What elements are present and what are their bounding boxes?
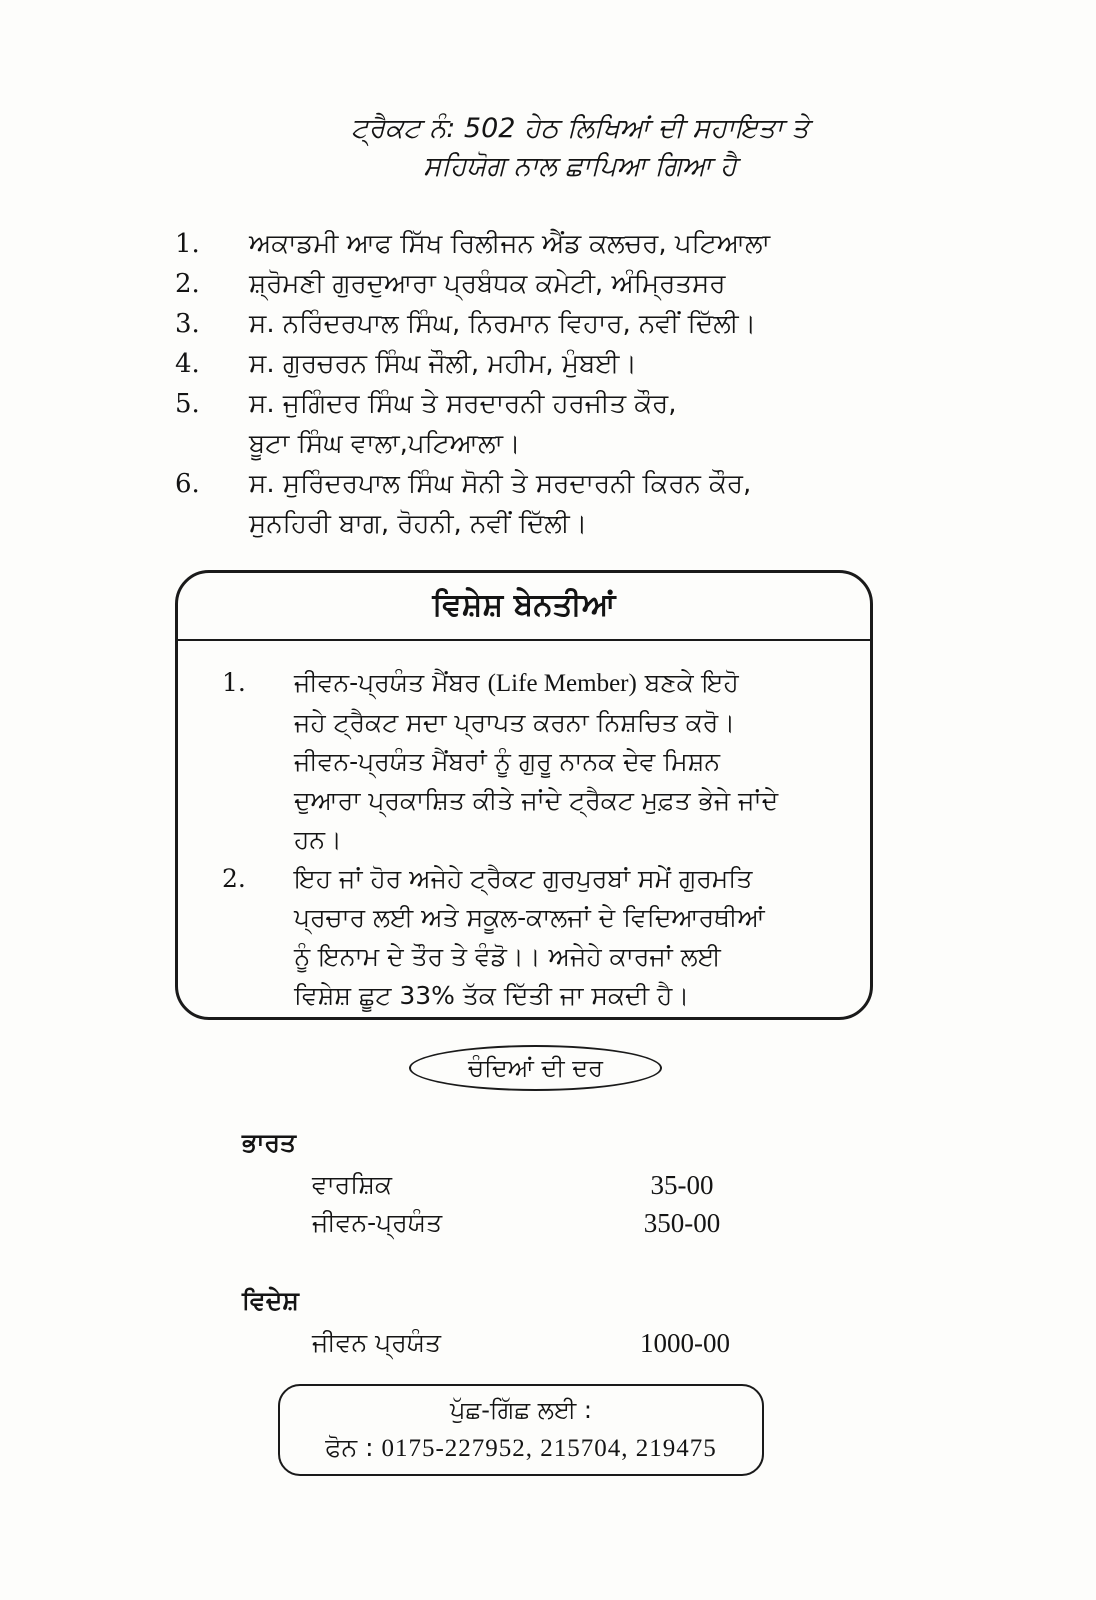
contact-box bbox=[278, 1384, 764, 1476]
rate-label: ਜੀਵਨ-ਪ੍ਰਯੰਤ bbox=[312, 1208, 443, 1237]
rate-label: ਵਾਰਸ਼ਿਕ bbox=[312, 1170, 393, 1199]
rate-value: 1000-00 bbox=[640, 1328, 730, 1358]
region-abroad-label: ਵਿਦੇਸ਼ bbox=[242, 1286, 299, 1315]
contact-title: ਪੁੱਛ-ਗਿੱਛ ਲਈ : bbox=[450, 1396, 592, 1424]
sponsor-number: 5. bbox=[175, 389, 200, 419]
sponsor-item bbox=[175, 224, 895, 264]
region-india-label: ਭਾਰਤ bbox=[242, 1128, 296, 1157]
header-line-1: ਟ੍ਰੈਕਟ ਨੰ: 502 ਹੇਠ ਲਿਖਿਆਂ ਦੀ ਸਹਾਇਤਾ ਤੇ bbox=[351, 113, 809, 144]
rate-value: 350-00 bbox=[643, 1208, 721, 1238]
sponsor-line: ਸ਼੍ਰੋਮਣੀ ਗੁਰਦੁਆਰਾ ਪ੍ਰਬੰਧਕ ਕਮੇਟੀ, ਅੰਮ੍ਰਿਤਸਰ bbox=[249, 269, 726, 299]
request-line: ਜਹੇ ਟ੍ਰੈਕਟ ਸਦਾ ਪ੍ਰਾਪਤ ਕਰਨਾ ਨਿਸ਼ਚਿਤ ਕਰੋ। bbox=[294, 708, 736, 737]
request-line: ਦੁਆਰਾ ਪ੍ਰਕਾਸ਼ਿਤ ਕੀਤੇ ਜਾਂਦੇ ਟ੍ਰੈਕਟ ਮੁਫ਼ਤ ਭੇਜੇ ਜਾਂਦੇ bbox=[294, 786, 779, 815]
request-line: ਵਿਸ਼ੇਸ਼ ਛੂਟ 33% ਤੱਕ ਦਿੱਤੀ ਜਾ ਸਕਦੀ ਹੈ। bbox=[294, 981, 690, 1010]
special-requests-title: ਵਿਸ਼ੇਸ਼ ਬੇਨਤੀਆਂ bbox=[178, 573, 870, 641]
life-member-label: (Life Member) bbox=[487, 670, 637, 697]
sponsor-line: ਬੂਟਾ ਸਿੰਘ ਵਾਲਾ,ਪਟਿਆਲਾ। bbox=[249, 429, 521, 459]
rate-row-india-life bbox=[312, 1208, 752, 1239]
request-line: ਪ੍ਰਚਾਰ ਲਈ ਅਤੇ ਸਕੂਲ-ਕਾਲਜਾਂ ਦੇ ਵਿਦਿਆਰਥੀਆਂ bbox=[294, 903, 765, 932]
sponsor-item bbox=[175, 344, 895, 384]
sponsor-line: ਅਕਾਡਮੀ ਆਫ ਸਿੱਖ ਰਿਲੀਜਨ ਐਂਡ ਕਲਚਰ, ਪਟਿਆਲਾ bbox=[249, 229, 771, 259]
request-item bbox=[222, 859, 840, 1015]
sponsor-line: ਸ. ਸੁਰਿੰਦਰਪਾਲ ਸਿੰਘ ਸੋਨੀ ਤੇ ਸਰਦਾਰਨੀ ਕਿਰਨ ਕੌਰ, bbox=[249, 469, 752, 499]
sponsor-item bbox=[175, 264, 895, 304]
sponsor-number: 1. bbox=[175, 229, 200, 259]
sponsor-number: 3. bbox=[175, 309, 200, 339]
sponsor-line: ਸੁਨਹਿਰੀ ਬਾਗ, ਰੋਹਨੀ, ਨਵੀਂ ਦਿੱਲੀ। bbox=[249, 509, 588, 539]
request-number: 1. bbox=[222, 668, 246, 697]
rate-row-abroad-life bbox=[312, 1328, 758, 1359]
sponsor-list bbox=[175, 224, 895, 544]
request-line: ਜੀਵਨ-ਪ੍ਰਯੰਤ ਮੈਂਬਰਾਂ ਨੂੰ ਗੁਰੂ ਨਾਨਕ ਦੇਵ ਮਿਸ਼ਨ bbox=[294, 747, 721, 776]
request-item bbox=[222, 663, 840, 859]
request-line bbox=[294, 663, 840, 703]
request-line: ਹਨ। bbox=[294, 825, 342, 854]
request-text: ਬਣਕੇ ਇਹੋ bbox=[636, 668, 739, 697]
sponsor-number: 2. bbox=[175, 269, 200, 299]
sponsor-item bbox=[175, 384, 895, 464]
contact-phone bbox=[280, 1430, 762, 1467]
header bbox=[300, 110, 860, 186]
request-text: ਜੀਵਨ-ਪ੍ਰਯੰਤ ਮੈਂਬਰ bbox=[294, 668, 488, 697]
sponsor-item bbox=[175, 304, 895, 344]
special-requests-list bbox=[178, 641, 870, 1015]
sponsor-line: ਸ. ਜੁਗਿੰਦਰ ਸਿੰਘ ਤੇ ਸਰਦਾਰਨੀ ਹਰਜੀਤ ਕੌਰ, bbox=[249, 389, 677, 419]
rate-label: ਜੀਵਨ ਪ੍ਰਯੰਤ bbox=[312, 1328, 442, 1357]
special-requests-box bbox=[175, 570, 873, 1020]
sponsor-line: ਸ. ਗੁਰਚਰਨ ਸਿੰਘ ਜੌਲੀ, ਮਹੀਮ, ਮੁੰਬਈ। bbox=[249, 349, 637, 379]
header-line-2: ਸਹਿਯੋਗ ਨਾਲ ਛਾਪਿਆ ਗਿਆ ਹੈ bbox=[423, 151, 737, 182]
sponsor-item bbox=[175, 464, 895, 544]
sponsor-line: ਸ. ਨਰਿੰਦਰਪਾਲ ਸਿੰਘ, ਨਿਰਮਾਨ ਵਿਹਾਰ, ਨਵੀਂ ਦਿੱਲੀ। bbox=[249, 309, 757, 339]
sponsor-number: 4. bbox=[175, 349, 200, 379]
rate-row-india-annual bbox=[312, 1170, 752, 1201]
request-number: 2. bbox=[222, 864, 246, 893]
phone-label: ਫੋਨ : bbox=[325, 1433, 382, 1462]
rate-value: 35-00 bbox=[650, 1170, 714, 1200]
subscription-rates-title: ਚੰਦਿਆਂ ਦੀ ਦਰ bbox=[409, 1045, 662, 1091]
request-line: ਨੂੰ ਇਨਾਮ ਦੇ ਤੌਰ ਤੇ ਵੰਡੋ।। ਅਜੇਹੇ ਕਾਰਜਾਂ ਲਈ bbox=[294, 942, 721, 971]
request-line: ਇਹ ਜਾਂ ਹੋਰ ਅਜੇਹੇ ਟ੍ਰੈਕਟ ਗੁਰਪੁਰਬਾਂ ਸਮੇਂ ਗੁਰਮਤਿ bbox=[294, 864, 753, 893]
phone-numbers: 0175-227952, 215704, 219475 bbox=[381, 1435, 717, 1462]
sponsor-number: 6. bbox=[175, 469, 200, 499]
